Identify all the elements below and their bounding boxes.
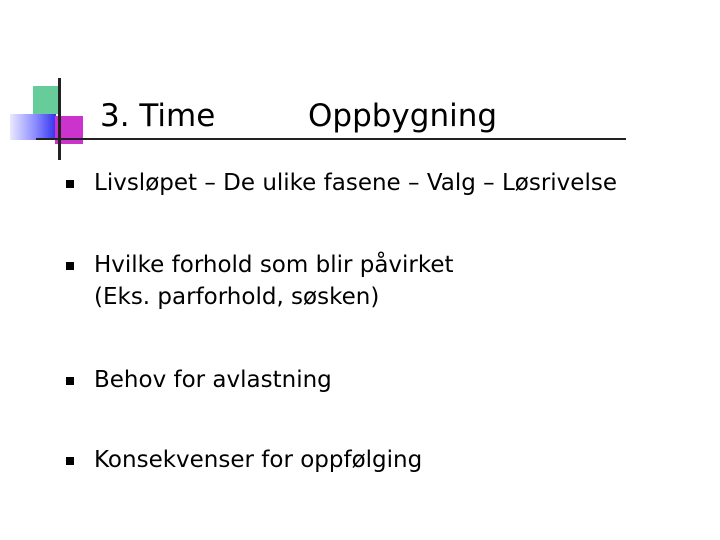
- slide-title-number: 3. Time: [100, 98, 216, 134]
- title-underline: [36, 138, 626, 140]
- slide-title-topic: Oppbygning: [308, 98, 498, 134]
- vertical-rule: [58, 78, 61, 160]
- title-decoration-logo: [0, 0, 110, 170]
- blue-gradient-decoration: [10, 114, 56, 140]
- bullet-text: Behov for avlastning: [94, 367, 332, 393]
- square-bullet-icon: [66, 457, 74, 465]
- bullet-text: Livsløpet – De ulike fasene – Valg – Løsrivelse: [94, 170, 617, 196]
- bullet-text-continuation: (Eks. parforhold, søsken): [94, 284, 380, 310]
- green-square-decoration: [33, 86, 61, 114]
- square-bullet-icon: [66, 262, 74, 270]
- bullet-text: Hvilke forhold som blir påvirket: [94, 252, 454, 278]
- square-bullet-icon: [66, 180, 74, 188]
- bullet-text: Konsekvenser for oppfølging: [94, 447, 423, 473]
- square-bullet-icon: [66, 377, 74, 385]
